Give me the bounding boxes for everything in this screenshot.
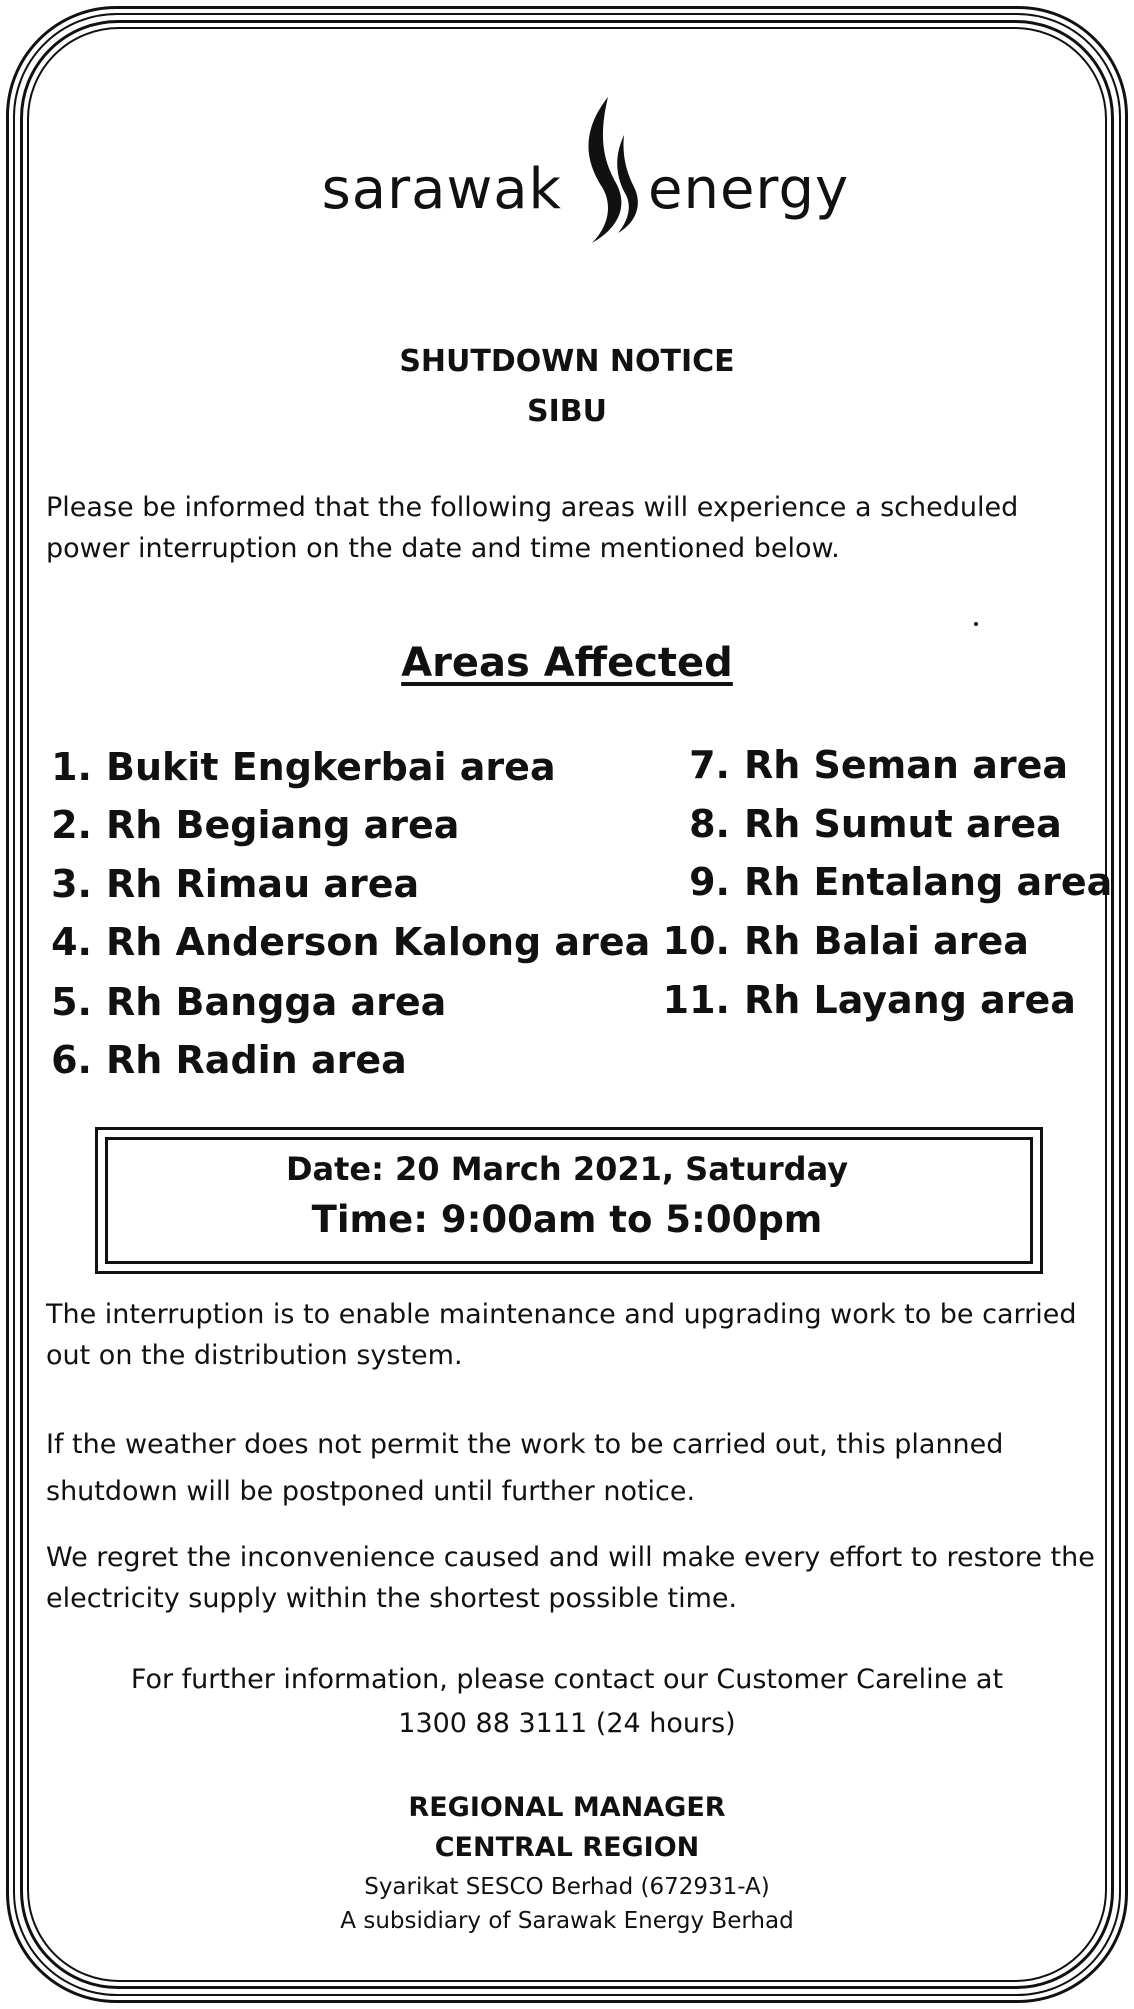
body-paragraph-2: If the weather does not permit the work to be carried out, this planned shutdown will be postponed until further notice. — [46, 1429, 1004, 1508]
list-item-label: Rh Anderson Kalong area — [106, 920, 651, 964]
contact-line-1: For further information, please contact our Customer Careline at — [130, 1664, 1004, 1695]
signature-title-2: CENTRAL REGION — [434, 1832, 700, 1863]
list-item-number: 7. — [689, 743, 730, 787]
list-item-number: 2. — [51, 803, 92, 847]
list-item-number: 10. — [662, 919, 730, 963]
list-item-number: 8. — [689, 802, 730, 846]
list-item-label: Rh Layang area — [744, 978, 1076, 1022]
list-item — [20, 862, 419, 906]
list-item-label: Rh Seman area — [744, 743, 1069, 787]
notice-title: SHUTDOWN NOTICE — [399, 344, 735, 379]
list-item — [20, 1038, 407, 1082]
body-paragraph-3: We regret the inconvenience caused and will make every effort to restore the electricity supply within the shortest possible time. — [46, 1542, 1095, 1614]
schedule-time: Time: 9:00am to 5:00pm — [311, 1198, 823, 1241]
list-item — [652, 802, 1062, 846]
schedule-date: Date: 20 March 2021, Saturday — [285, 1150, 849, 1188]
company-name: Syarikat SESCO Berhad (672931-A) — [364, 1874, 770, 1900]
list-item — [20, 980, 446, 1024]
list-item — [20, 803, 459, 847]
list-item-number: 11. — [662, 978, 730, 1022]
sarawak-energy-logo — [0, 95, 1134, 255]
list-item — [652, 978, 1076, 1022]
list-item-label: Rh Sumut area — [744, 802, 1062, 846]
notice-location: SIBU — [527, 394, 607, 429]
list-item-label: Rh Bangga area — [106, 980, 447, 1024]
list-item-number: 5. — [51, 980, 92, 1024]
intro-paragraph: Please be informed that the following areas will experience a scheduled power interruption on the date and time mentioned below. — [46, 492, 1019, 564]
list-item — [652, 919, 1029, 963]
list-item-number: 9. — [689, 860, 730, 904]
list-item — [20, 745, 556, 789]
list-item — [652, 743, 1068, 787]
list-item-number: 3. — [51, 862, 92, 906]
logo-text-right: energy — [648, 157, 850, 222]
list-item-label: Rh Rimau area — [106, 862, 420, 906]
list-item-label: Rh Begiang area — [106, 803, 460, 847]
body-paragraph-1: The interruption is to enable maintenance and upgrading work to be carried out on the distribution system. — [46, 1299, 1077, 1371]
list-item-number: 4. — [51, 920, 92, 964]
list-item-label: Bukit Engkerbai area — [106, 745, 556, 789]
list-item-number: 1. — [51, 745, 92, 789]
list-item-label: Rh Radin area — [106, 1038, 407, 1082]
list-item — [652, 860, 1112, 904]
logo-text-left: sarawak — [321, 157, 562, 222]
list-item-label: Rh Entalang area — [744, 860, 1113, 904]
signature-title-1: REGIONAL MANAGER — [408, 1792, 726, 1823]
contact-phone: 1300 88 3111 (24 hours) — [398, 1708, 736, 1739]
subsidiary-line: A subsidiary of Sarawak Energy Berhad — [340, 1908, 794, 1934]
list-item-number: 6. — [51, 1038, 92, 1082]
list-item — [20, 920, 650, 964]
list-item-label: Rh Balai area — [744, 919, 1029, 963]
areas-affected-title: Areas Affected — [401, 640, 733, 686]
flame-icon — [568, 95, 644, 245]
stray-mark — [974, 622, 978, 626]
